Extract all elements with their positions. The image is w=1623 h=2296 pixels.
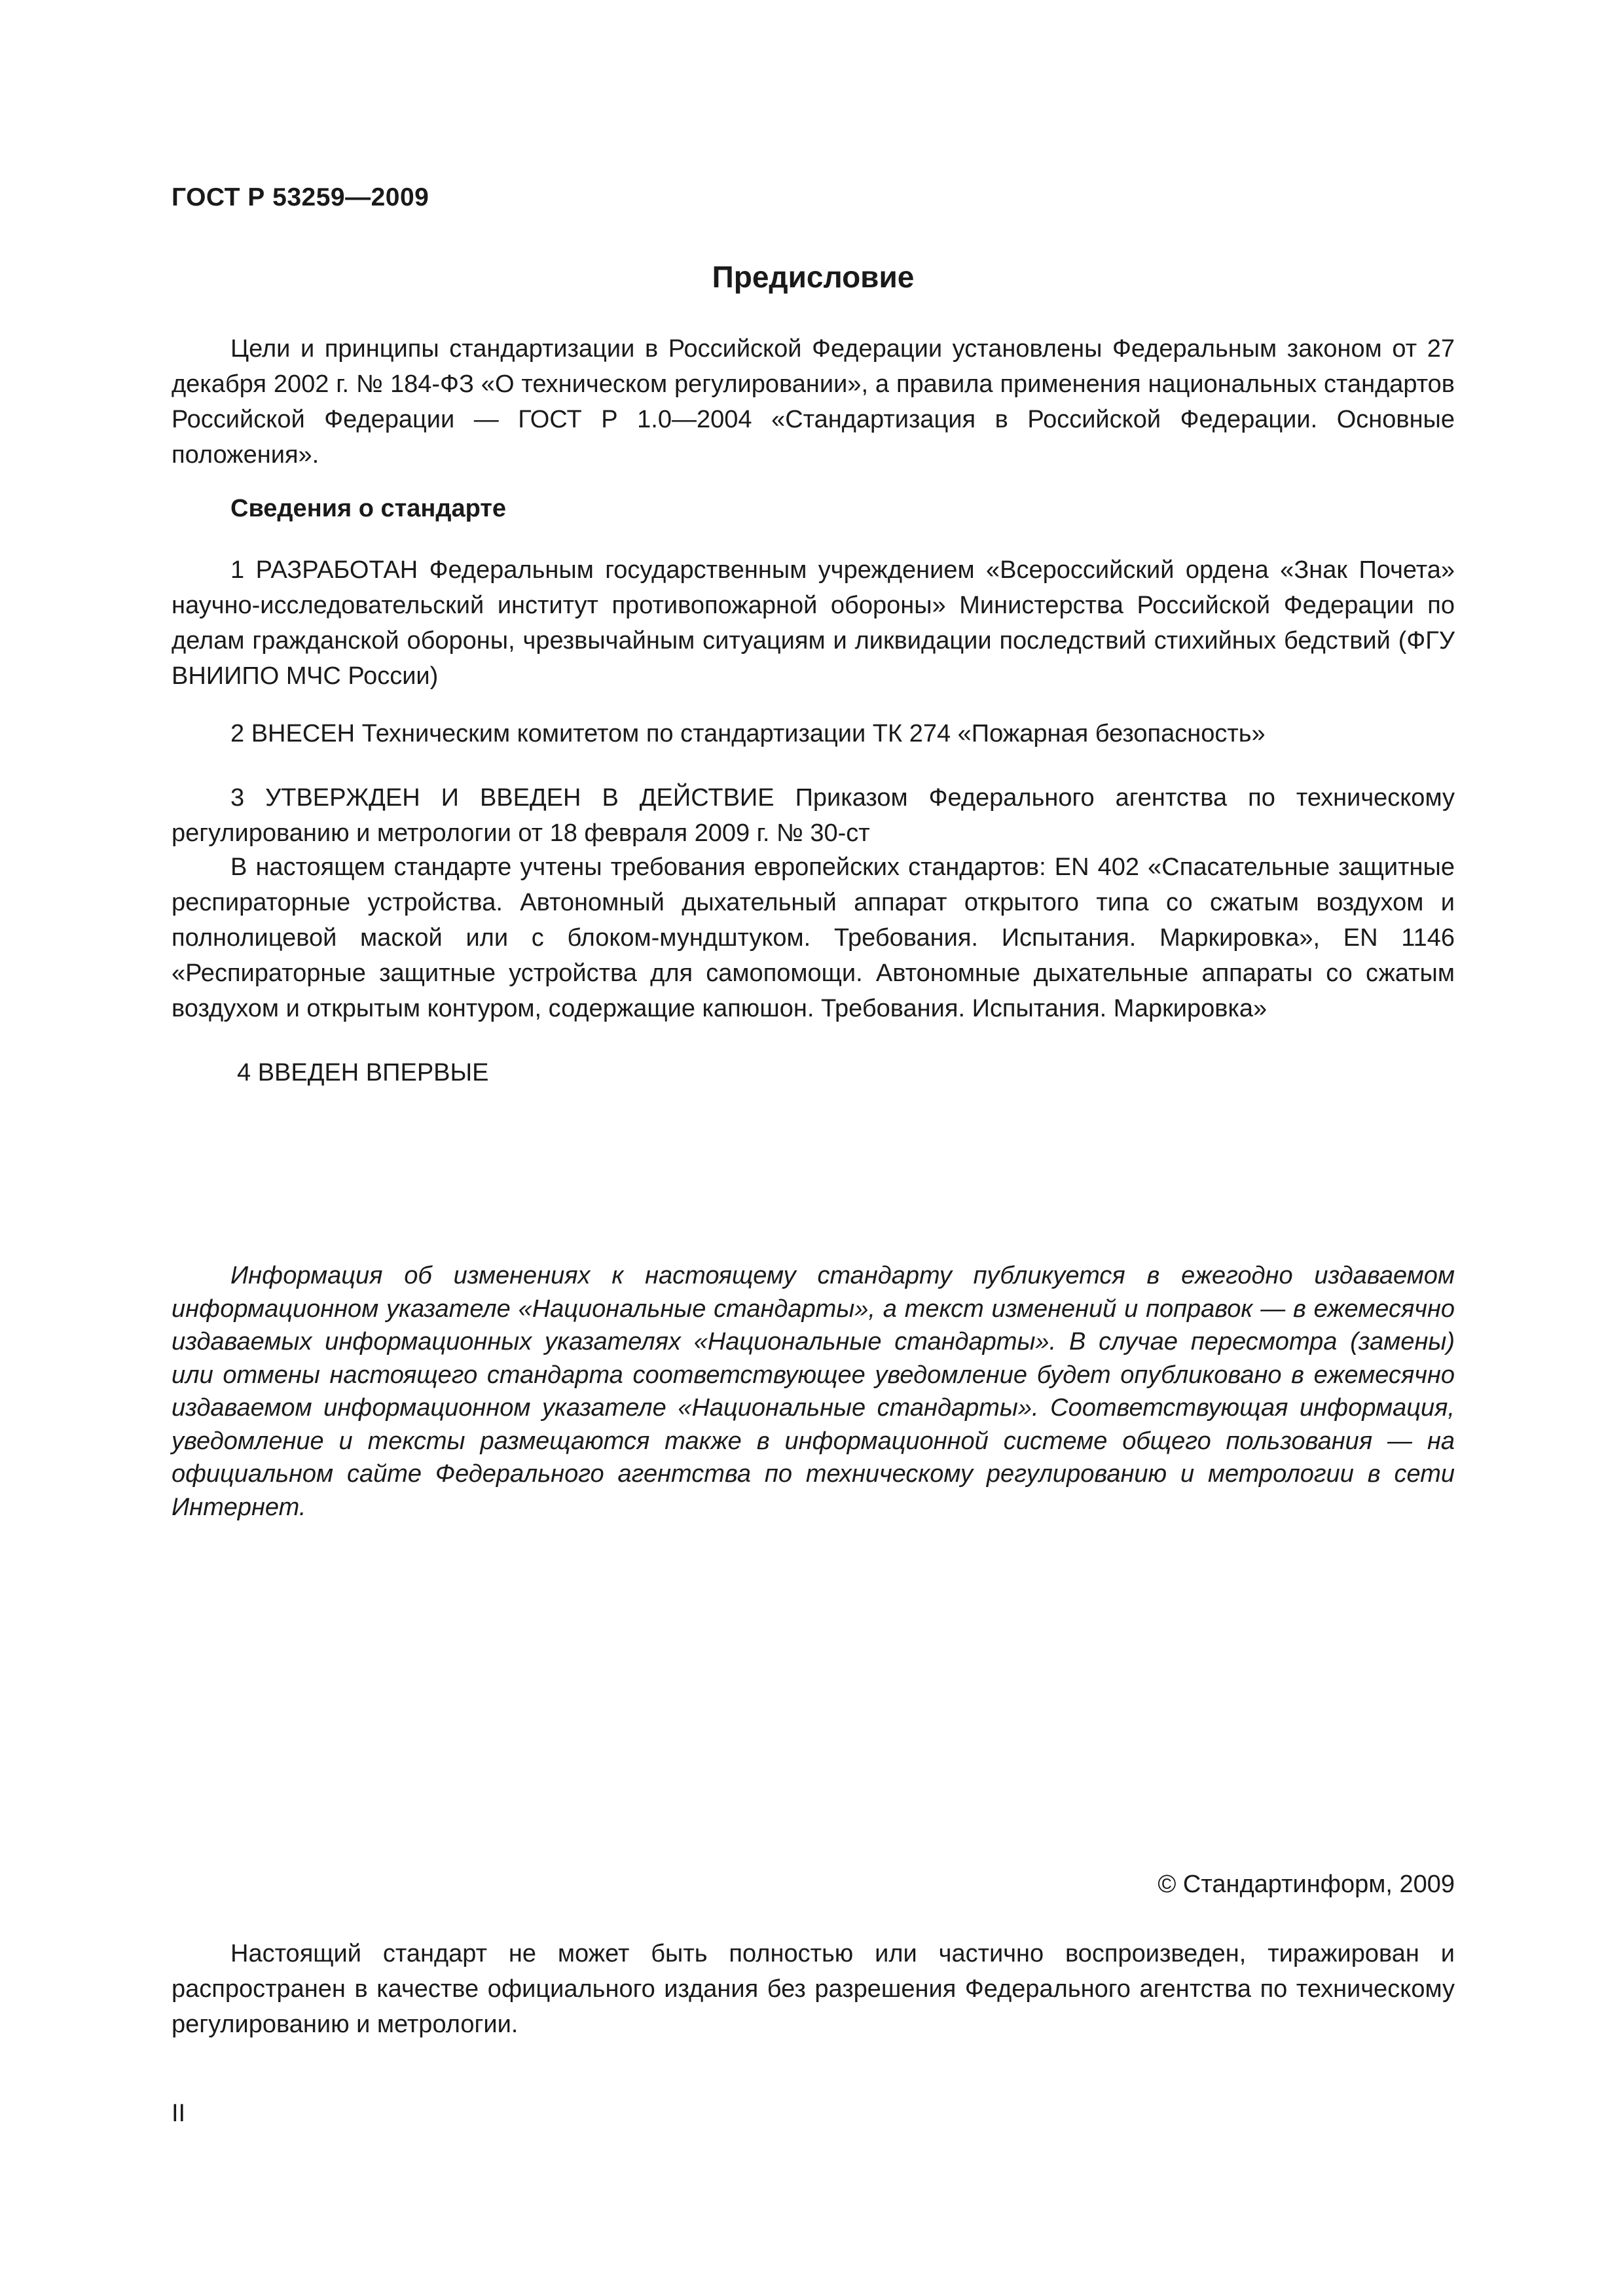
copyright-notice: © Стандартинформ, 2009	[1158, 1871, 1455, 1898]
item-3-approved: 3 УТВЕРЖДЕН И ВВЕДЕН В ДЕЙСТВИЕ Приказом Федерального агентства по техническому регулированию и метрологии от 18 февраля 2009 г. № 30-ст	[172, 784, 1455, 847]
page-title: Предисловие	[712, 260, 915, 294]
changes-notice: Информация об изменениях к настоящему стандарту публикуется в ежегодно издаваемом информационном указателе «Национальные стандарты», а текст изменений и поправок — в ежемесячно издаваемых информационных указателях «Национальные стандарты». В случае пересмотра (замены) или отмены настоящего стандарта соответствующее уведомление будет опубликовано в ежемесячно издаваемом информационном указателе «Национальные стандарты». Соответствующая информация, уведомление и тексты размещаются также в информационной системе общего пользования — на официальном сайте Федерального агентства по техническому регулированию и метрологии в сети Интернет.	[172, 1262, 1455, 1521]
intro-paragraph: Цели и принципы стандартизации в Российской Федерации установлены Федеральным законом от 27 декабря 2002 г. № 184-ФЗ «О техническом регулировании», а правила применения национальных стандартов Российской Федерации — ГОСТ Р 1.0—2004 «Стандартизация в Российской Федерации. Основные положения».	[172, 335, 1455, 469]
item-2-submitted: 2 ВНЕСЕН Техническим комитетом по стандартизации ТК 274 «Пожарная безопасность»	[230, 720, 1266, 747]
document-page	[172, 0, 1455, 2296]
standard-code: ГОСТ Р 53259—2009	[172, 183, 429, 211]
info-heading: Сведения о стандарте	[230, 495, 507, 522]
rights-notice: Настоящий стандарт не может быть полностью или частично воспроизведен, тиражирован и распространен в качестве официального издания без разрешения Федерального агентства по техническому регулированию и метрологии.	[172, 1940, 1455, 2038]
item-4-first-introduced: 4 ВВЕДЕН ВПЕРВЫЕ	[237, 1059, 489, 1086]
page-number: II	[172, 2100, 186, 2127]
item-1-developed: 1 РАЗРАБОТАН Федеральным государственным учреждением «Всероссийский ордена «Знак Почета» научно-исследовательский институт противопожарной обороны» Министерства Российской Федерации по делам гражданской обороны, чрезвычайным ситуациям и ликвидации последствий стихийных бедствий (ФГУ ВНИИПО МЧС России)	[172, 556, 1455, 690]
item-3-european-standards: В настоящем стандарте учтены требования европейских стандартов: EN 402 «Спасательные защитные респираторные устройства. Автономный дыхательный аппарат открытого типа со сжатым воздухом и полнолицевой маской или с блоком-мундштуком. Требования. Испытания. Маркировка», EN 1146 «Респираторные защитные устройства для самопомощи. Автономные дыхательные аппараты со сжатым воздухом и открытым контуром, содержащие капюшон. Требования. Испытания. Маркировка»	[172, 853, 1455, 1022]
